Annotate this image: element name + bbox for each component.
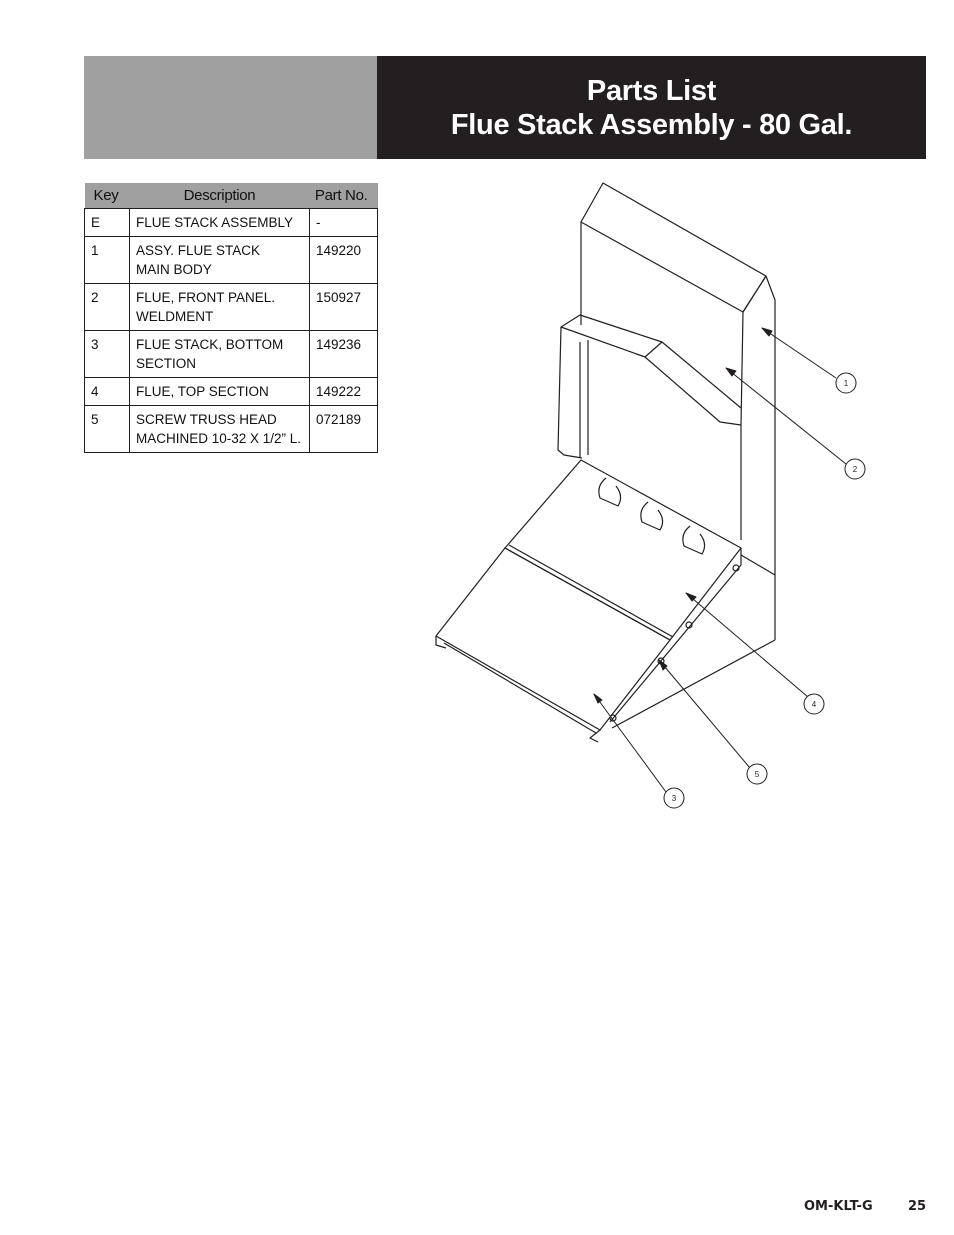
row-key: 2 bbox=[85, 284, 130, 331]
description-line: SECTION bbox=[136, 356, 197, 371]
row-key: 4 bbox=[85, 378, 130, 406]
description-line: ASSY. FLUE STACK bbox=[136, 243, 261, 258]
document-code: OM-KLT-G bbox=[804, 1199, 873, 1214]
row-part-no: 149236 bbox=[310, 331, 378, 378]
flue-front-panel bbox=[558, 315, 741, 458]
title-line-2: Flue Stack Assembly - 80 Gal. bbox=[450, 108, 853, 141]
description-line: FLUE, TOP SECTION bbox=[136, 384, 269, 399]
description-line: FLUE STACK ASSEMBLY bbox=[136, 215, 294, 230]
header-description: Description bbox=[130, 183, 310, 209]
description-line: MAIN BODY bbox=[136, 262, 212, 277]
callout-2: 2 bbox=[852, 465, 858, 474]
header-key: Key bbox=[85, 183, 130, 209]
description-line: SCREW TRUSS HEAD bbox=[136, 412, 277, 427]
flue-stack-main-body bbox=[581, 183, 775, 728]
row-key: 1 bbox=[85, 237, 130, 284]
description-line: FLUE, FRONT PANEL. bbox=[136, 290, 276, 305]
row-key: 3 bbox=[85, 331, 130, 378]
row-part-no: 150927 bbox=[310, 284, 378, 331]
description-line: FLUE STACK, BOTTOM bbox=[136, 337, 284, 352]
description-line: WELDMENT bbox=[136, 309, 214, 324]
row-part-no: 149220 bbox=[310, 237, 378, 284]
callout-1: 1 bbox=[843, 379, 849, 388]
row-part-no: - bbox=[310, 209, 378, 237]
row-key: E bbox=[85, 209, 130, 237]
row-part-no: 149222 bbox=[310, 378, 378, 406]
callout-5: 5 bbox=[754, 770, 760, 779]
header-part-no: Part No. bbox=[310, 183, 378, 209]
description-line: MACHINED 10-32 X 1/2” L. bbox=[136, 431, 302, 446]
leader-lines bbox=[594, 328, 846, 792]
flue-bottom-section bbox=[436, 545, 673, 742]
callout-4: 4 bbox=[811, 700, 817, 709]
row-key: 5 bbox=[85, 406, 130, 453]
callout-3: 3 bbox=[671, 794, 677, 803]
page-number: 25 bbox=[908, 1199, 927, 1214]
title-line-1: Parts List bbox=[586, 74, 717, 107]
row-part-no: 072189 bbox=[310, 406, 378, 453]
flue-top-section bbox=[505, 460, 741, 722]
callout-bubbles bbox=[664, 373, 865, 808]
